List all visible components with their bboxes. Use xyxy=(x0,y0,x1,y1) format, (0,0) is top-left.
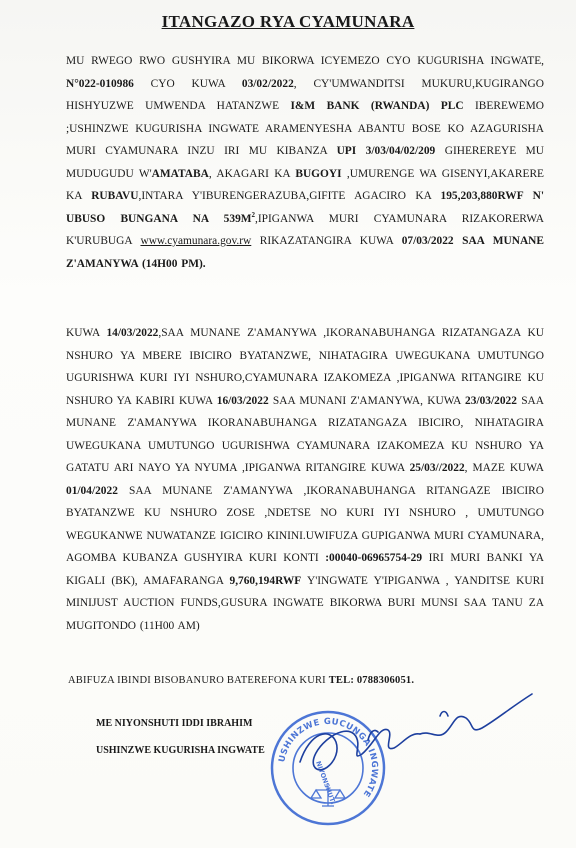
svg-text:NIYONSHUTI: NIYONSHUTI xyxy=(314,759,338,806)
contact-text: ABIFUZA IBINDI BISOBANURO BATEREFONA KURI xyxy=(68,675,329,686)
text-segment: MU RWEGO RWO GUSHYIRA MU BIKORWA ICYEMEZO CYO KUGURISHA INGWATE, xyxy=(66,55,544,67)
scales-of-justice-icon xyxy=(311,786,345,806)
cell-name: BUGOYI xyxy=(295,167,342,180)
text-segment: , CY'UMWANDITSI MUKURU,KUGIRANGO HISHYUZWE UMWENDA HATANZWE xyxy=(66,77,544,112)
bank-name: I&M BANK (RWANDA) PLC xyxy=(290,100,464,112)
second-announce-date: 23/03/2022 xyxy=(465,394,517,407)
final-announce-date: 01/04/2022 xyxy=(66,484,118,497)
text-segment: ,IPIGANWA MURI CYAMUNARA RIZAKORERWA K'URUBUGA xyxy=(66,212,544,247)
auction-website-link[interactable]: www.cyamunara.gov.rw xyxy=(140,235,252,247)
text-segment: , MAZE KUWA xyxy=(464,462,544,474)
handwritten-signature xyxy=(300,694,532,770)
signatory-role: USHINZWE KUGURISHA INGWATE xyxy=(96,745,265,756)
text-segment: ,UMURENGE WA GISENYI,AKARERE KA xyxy=(66,167,545,202)
district-name: RUBAVU xyxy=(91,190,139,202)
text-segment: ,INTARA Y'IBURENGERAZUBA,GIFITE AGACIRO KA xyxy=(138,190,441,202)
deposit-amount: 9,760,194RWF xyxy=(229,574,302,587)
official-stamp-and-signature xyxy=(270,682,560,848)
plot-upi: UPI 3/03/04/02/209 xyxy=(336,145,436,157)
certificate-date: 03/02/2022 xyxy=(241,77,294,90)
account-number: :00040-06965754-29 xyxy=(325,552,423,564)
text-segment: KUWA xyxy=(66,327,107,339)
area-exponent: 2 xyxy=(251,210,256,219)
text-segment: SAA MUNANE Z'AMANYWA ,IKORANABUHANGA RITANGAZE IBICIRO BYATANZWE KU NSHURO ZOSE ,NDETSE NO KURI IYI NSHURO , UMUTUNGO WEGUKANWE NUWATANZE IGICIRO KININI.UWIFUZA GUPIGANWA MURI CYAMUNARA, AGOMBA KUBANZA GUSHYIRA KURI KONTI xyxy=(66,484,544,564)
text-segment: Y'INGWATE Y'IPIGANWA , YANDITSE KURI MINIJUST AUCTION FUNDS,GUSURA INGWATE BIKORWA BURI MUNSI SAA TANU ZA MUGITONDO (11H00 AM) xyxy=(66,574,544,632)
svg-text:USHINZWE GUCUNGA INGWATE: USHINZWE GUCUNGA INGWATE xyxy=(277,716,380,799)
village-name: AMATABA xyxy=(151,167,209,180)
value-and-area: 195,203,880RWF N' UBUSO BUNGANA NA 539M xyxy=(66,190,544,225)
text-segment: RIKAZATANGIRA KUWA xyxy=(251,235,402,247)
third-round-date: 25/03//2022 xyxy=(409,462,465,474)
text-segment: IRI MURI BANKI YA KIGALI (BK), AMAFARANGA xyxy=(66,552,545,587)
tel-number: 0788306051. xyxy=(354,675,415,686)
signatory-name: ME NIYONSHUTI IDDI IBRAHIM xyxy=(96,718,253,729)
second-round-date: 16/03/2022 xyxy=(216,394,269,407)
text-segment: CYO KUWA xyxy=(133,77,242,90)
auction-start-date: 07/03/2022 SAA MUNANE Z'AMANYWA (14H00 PM). xyxy=(66,235,544,270)
certificate-number: N°022-010986 xyxy=(66,77,134,90)
text-segment: GIHEREREYE MU MUDUGUDU W' xyxy=(66,145,545,180)
text-segment: ,SAA MUNANE Z'AMANYWA ,IKORANABUHANGA RIZATANGAZA KU NSHURO YA MBERE IBICIRO BYATANZWE, NIHATAGIRA UWEGUKANA UMUTUNGO UGURISHWA KURI IYI NSHURO,CYAMUNARA IZAKOMEZA ,IPIGANWA RITANGIRE KU NSHURO YA KABIRI KUWA xyxy=(66,327,544,407)
tel-label: TEL: xyxy=(328,675,355,686)
text-segment: IBEREWEMO ;USHINZWE KUGURISHA INGWATE ARAMENYESHA ABANTU BOSE KO AZAGURISHA MURI CYAMUNARA INZU IRI MU KIBANZA xyxy=(66,100,544,157)
notice-paragraph-2 xyxy=(66,322,544,637)
text-segment: SAA MUNANE Z'AMANYWA IKORANABUHANGA RIZATANGAZA IBICIRO, NIHATAGIRA UWEGUKANA UMUTUNGO UGURISHWA CYAMUNARA IZAKOMEZA KU NSHURO YA GATATU ARI NAYO YA NYUMA ,IPIGANWA RITANGIRE KUWA xyxy=(66,394,544,474)
text-segment: SAA MUNANI Z'AMANYWA, KUWA xyxy=(268,394,466,407)
stamp-seal xyxy=(272,712,384,824)
first-announce-date: 14/03/2022 xyxy=(106,327,159,339)
notice-title: ITANGAZO RYA CYAMUNARA xyxy=(161,12,415,31)
notice-paragraph-1 xyxy=(66,50,544,275)
text-segment: , AKAGARI KA xyxy=(208,167,296,180)
